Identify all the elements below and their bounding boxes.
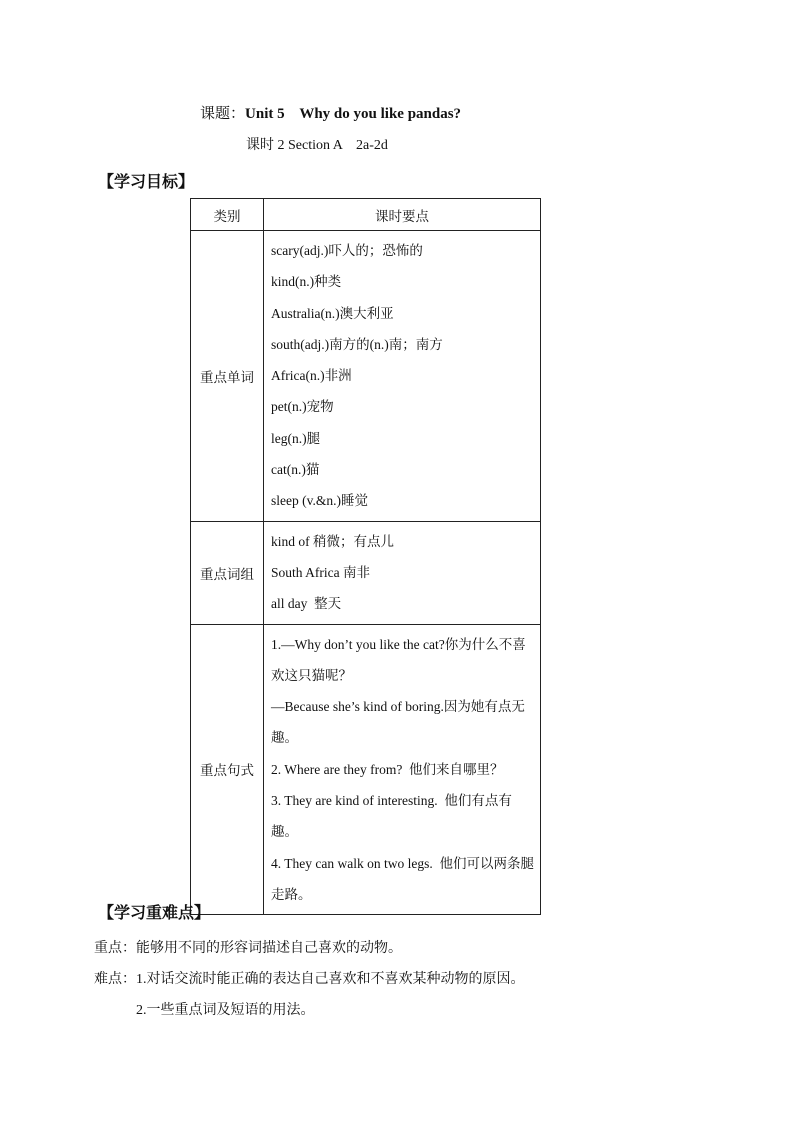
objectives-table — [190, 198, 541, 915]
list-item: scary(adj.)吓人的；恐怖的 — [271, 243, 423, 258]
difficult-point-text-2: 2.一些重点词及短语的用法。 — [136, 1003, 315, 1018]
points-cell — [264, 624, 541, 915]
list-item: leg(n.)腿 — [271, 430, 321, 446]
category-cell: 重点词组 — [191, 521, 264, 624]
list-item: sleep (v.&n.)睡觉 — [271, 493, 368, 509]
list-item: cat(n.)猫 — [271, 462, 320, 478]
list-item: 2. Where are they from? 他们来自哪里？ — [271, 761, 504, 777]
list-item: south(adj.)南方的(n.)南；南方 — [271, 336, 443, 352]
page-title — [200, 102, 461, 123]
points-cell — [264, 231, 541, 522]
list-item: Australia(n.)澳大利亚 — [271, 305, 394, 321]
table-row — [191, 521, 541, 624]
header-category: 类别 — [191, 199, 264, 231]
list-item: kind(n.)种类 — [271, 274, 342, 290]
objectives-heading: 【学习目标】 — [98, 174, 195, 191]
list-item: 4. They can walk on two legs. 他们可以两条腿走路。 — [271, 855, 534, 902]
list-item: 1.—Why don’t you like the cat?你为什么不喜欢这只猫呢？ — [271, 636, 526, 683]
list-item: Africa(n.)非洲 — [271, 368, 352, 384]
list-item: South Africa 南非 — [271, 564, 370, 580]
difficulties-heading: 【学习重难点】 — [98, 905, 211, 922]
list-item: all day 整天 — [271, 596, 342, 612]
category-cell: 重点句式 — [191, 624, 264, 915]
table-row — [191, 231, 541, 522]
title-label: 课题： — [200, 106, 246, 122]
list-item: kind of 稍微；有点儿 — [271, 533, 394, 549]
table-header-row — [191, 199, 541, 231]
points-cell — [264, 521, 541, 624]
list-item: 3. They are kind of interesting. 他们有点有趣。 — [271, 793, 512, 840]
difficult-point-text: 难点：1.对话交流时能正确的表达自己喜欢和不喜欢某种动物的原因。 — [94, 972, 525, 987]
title-text: Unit 5 Why do you like pandas? — [245, 106, 462, 122]
table-row — [191, 624, 541, 915]
page-subtitle: 课时 2 Section A 2a-2d — [246, 138, 388, 153]
header-points: 课时要点 — [264, 199, 541, 231]
list-item: pet(n.)宠物 — [271, 399, 334, 415]
category-cell: 重点单词 — [191, 231, 264, 522]
key-point-text: 重点：能够用不同的形容词描述自己喜欢的动物。 — [94, 941, 402, 956]
list-item: —Because she’s kind of boring.因为她有点无趣。 — [271, 699, 525, 746]
